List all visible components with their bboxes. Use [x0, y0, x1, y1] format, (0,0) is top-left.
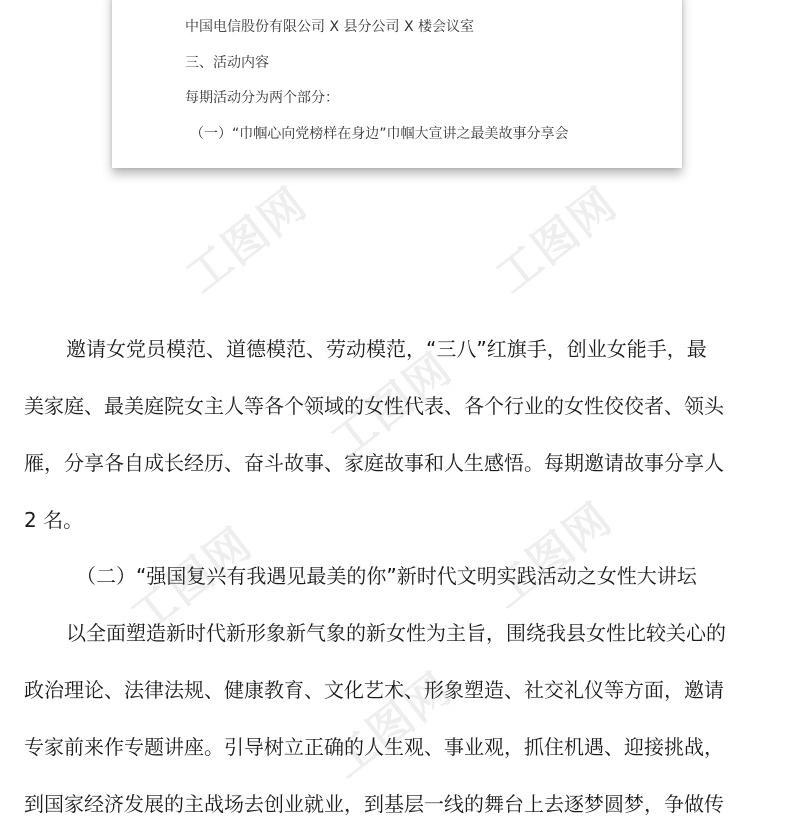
paragraph-1-line-4: 2 名。: [24, 508, 84, 532]
paragraph-2-line-3: 专家前来作专题讲座。引导树立正确的人生观、事业观，抓住机遇、迎接挑战，: [24, 735, 724, 759]
paragraph-1-line-1: 邀请女党员模范、道德模范、劳动模范，“三八”红旗手，创业女能手，最: [66, 337, 707, 361]
paragraph-2-line-4: 到国家经济发展的主战场去创业就业，到基层一线的舞台上去逐梦圆梦，争做传: [24, 792, 724, 816]
card-line-venue: 中国电信股份有限公司 X 县分公司 X 楼会议室: [185, 19, 474, 35]
section-heading-2: （二）“强国复兴有我遇见最美的你”新时代文明实践活动之女性大讲坛: [76, 564, 697, 588]
paragraph-1-line-2: 美家庭、最美庭院女主人等各个领域的女性代表、各个行业的女性佼佼者、领头: [24, 394, 724, 418]
paragraph-1-line-3: 雁，分享各自成长经历、奋斗故事、家庭故事和人生感悟。每期邀请故事分享人: [24, 451, 724, 475]
paragraph-2-line-1: 以全面塑造新时代新形象新气象的新女性为主旨，围绕我县女性比较关心的: [66, 621, 726, 645]
watermark-text: 工图网: [321, 342, 462, 469]
card-line-intro: 每期活动分为两个部分：: [185, 90, 339, 106]
card-line-section-title: 三、活动内容: [185, 55, 269, 71]
watermark-text: 工图网: [121, 517, 262, 644]
watermark-text: 工图网: [486, 177, 627, 304]
watermark-text: 工图网: [481, 492, 622, 619]
document-card: [112, 0, 682, 168]
paragraph-2-line-2: 政治理论、法律法规、健康教育、文化艺术、形象塑造、社交礼仪等方面，邀请: [24, 678, 724, 702]
watermark-text: 工图网: [176, 177, 317, 304]
watermark-text: 工图网: [321, 662, 462, 789]
card-line-subsection: （一）“巾帼心向党榜样在身边”巾帼大宣讲之最美故事分享会: [190, 126, 569, 142]
